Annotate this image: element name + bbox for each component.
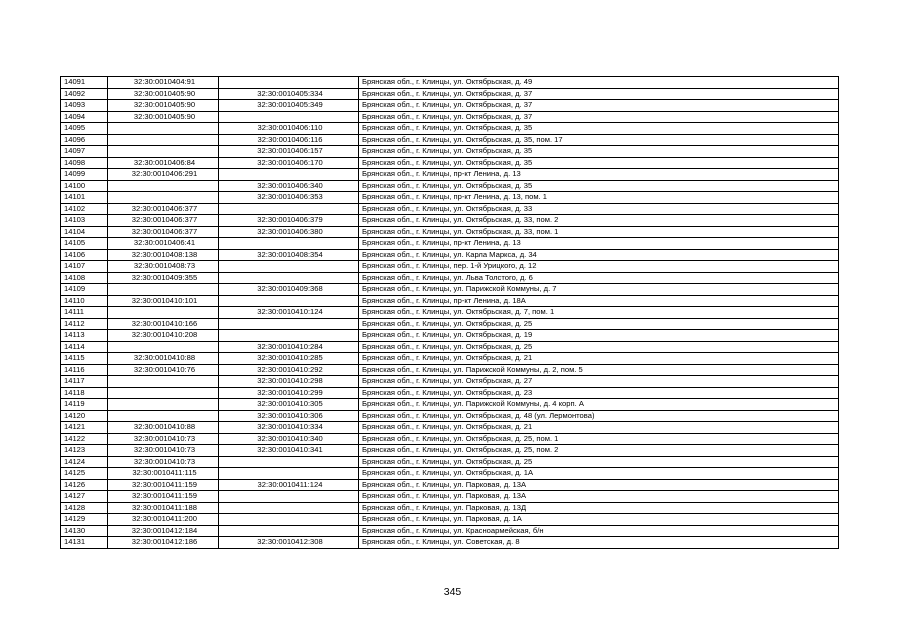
- address-cell: Брянская обл., г. Клинцы, ул. Октябрьская, д. 37: [359, 88, 839, 100]
- address-cell: Брянская обл., г. Клинцы, ул. Октябрьская, д. 33, пом. 2: [359, 215, 839, 227]
- table-row: [61, 100, 839, 112]
- records-table-body: [61, 77, 839, 549]
- row-number-cell: 14105: [61, 238, 108, 250]
- cadastral-number-cell: 32:30:0010410:88: [108, 422, 219, 434]
- row-number-cell: 14104: [61, 226, 108, 238]
- table-row: [61, 157, 839, 169]
- table-row: [61, 215, 839, 227]
- linked-cadastral-number-cell: [219, 456, 359, 468]
- linked-cadastral-number-cell: 32:30:0010410:305: [219, 399, 359, 411]
- table-row: [61, 502, 839, 514]
- linked-cadastral-number-cell: [219, 272, 359, 284]
- linked-cadastral-number-cell: 32:30:0010410:124: [219, 307, 359, 319]
- cadastral-number-cell: 32:30:0010410:166: [108, 318, 219, 330]
- table-row: [61, 249, 839, 261]
- row-number-cell: 14122: [61, 433, 108, 445]
- linked-cadastral-number-cell: 32:30:0010410:334: [219, 422, 359, 434]
- linked-cadastral-number-cell: [219, 318, 359, 330]
- row-number-cell: 14115: [61, 353, 108, 365]
- linked-cadastral-number-cell: 32:30:0010410:284: [219, 341, 359, 353]
- table-row: [61, 376, 839, 388]
- cadastral-number-cell: [108, 399, 219, 411]
- address-cell: Брянская обл., г. Клинцы, ул. Октябрьская, д. 48 (ул. Лермонтова): [359, 410, 839, 422]
- table-row: [61, 399, 839, 411]
- linked-cadastral-number-cell: 32:30:0010411:124: [219, 479, 359, 491]
- cadastral-number-cell: 32:30:0010406:377: [108, 203, 219, 215]
- address-cell: Брянская обл., г. Клинцы, ул. Октябрьская, д. 1А: [359, 468, 839, 480]
- table-row: [61, 525, 839, 537]
- row-number-cell: 14112: [61, 318, 108, 330]
- cadastral-number-cell: 32:30:0010411:159: [108, 479, 219, 491]
- address-cell: Брянская обл., г. Клинцы, ул. Октябрьская, д. 21: [359, 353, 839, 365]
- row-number-cell: 14111: [61, 307, 108, 319]
- address-cell: Брянская обл., г. Клинцы, ул. Октябрьская, д. 37: [359, 100, 839, 112]
- address-cell: Брянская обл., г. Клинцы, ул. Октябрьская, д. 25: [359, 318, 839, 330]
- table-row: [61, 77, 839, 89]
- cadastral-number-cell: [108, 376, 219, 388]
- row-number-cell: 14120: [61, 410, 108, 422]
- address-cell: Брянская обл., г. Клинцы, ул. Октябрьская, д. 7, пом. 1: [359, 307, 839, 319]
- linked-cadastral-number-cell: 32:30:0010409:368: [219, 284, 359, 296]
- row-number-cell: 14131: [61, 537, 108, 549]
- table-row: [61, 491, 839, 503]
- cadastral-number-cell: 32:30:0010408:138: [108, 249, 219, 261]
- table-row: [61, 88, 839, 100]
- table-row: [61, 146, 839, 158]
- linked-cadastral-number-cell: 32:30:0010412:308: [219, 537, 359, 549]
- table-row: [61, 180, 839, 192]
- linked-cadastral-number-cell: 32:30:0010410:341: [219, 445, 359, 457]
- linked-cadastral-number-cell: 32:30:0010405:349: [219, 100, 359, 112]
- row-number-cell: 14106: [61, 249, 108, 261]
- records-table: [60, 76, 839, 549]
- cadastral-number-cell: [108, 146, 219, 158]
- table-row: [61, 169, 839, 181]
- address-cell: Брянская обл., г. Клинцы, ул. Октябрьская, д. 25, пом. 1: [359, 433, 839, 445]
- row-number-cell: 14092: [61, 88, 108, 100]
- row-number-cell: 14129: [61, 514, 108, 526]
- linked-cadastral-number-cell: [219, 261, 359, 273]
- table-row: [61, 330, 839, 342]
- cadastral-number-cell: [108, 134, 219, 146]
- cadastral-number-cell: 32:30:0010404:91: [108, 77, 219, 89]
- row-number-cell: 14094: [61, 111, 108, 123]
- address-cell: Брянская обл., г. Клинцы, ул. Октябрьская, д. 27: [359, 376, 839, 388]
- cadastral-number-cell: 32:30:0010410:76: [108, 364, 219, 376]
- linked-cadastral-number-cell: 32:30:0010410:292: [219, 364, 359, 376]
- table-row: [61, 272, 839, 284]
- address-cell: Брянская обл., г. Клинцы, ул. Парковая, д. 1А: [359, 514, 839, 526]
- table-row: [61, 479, 839, 491]
- address-cell: Брянская обл., г. Клинцы, ул. Октябрьская, д. 21: [359, 422, 839, 434]
- table-row: [61, 307, 839, 319]
- row-number-cell: 14110: [61, 295, 108, 307]
- linked-cadastral-number-cell: 32:30:0010410:340: [219, 433, 359, 445]
- address-cell: Брянская обл., г. Клинцы, ул. Парижской Коммуны, д. 4 корп. А: [359, 399, 839, 411]
- cadastral-number-cell: [108, 341, 219, 353]
- table-row: [61, 537, 839, 549]
- linked-cadastral-number-cell: 32:30:0010406:116: [219, 134, 359, 146]
- address-cell: Брянская обл., г. Клинцы, ул. Октябрьская, д. 35: [359, 180, 839, 192]
- linked-cadastral-number-cell: 32:30:0010410:306: [219, 410, 359, 422]
- address-cell: Брянская обл., г. Клинцы, ул. Парковая, д. 13А: [359, 491, 839, 503]
- address-cell: Брянская обл., г. Клинцы, ул. Парковая, д. 13Д: [359, 502, 839, 514]
- row-number-cell: 14127: [61, 491, 108, 503]
- address-cell: Брянская обл., г. Клинцы, ул. Октябрьская, д. 25: [359, 456, 839, 468]
- row-number-cell: 14095: [61, 123, 108, 135]
- row-number-cell: 14093: [61, 100, 108, 112]
- linked-cadastral-number-cell: [219, 238, 359, 250]
- cadastral-number-cell: 32:30:0010409:355: [108, 272, 219, 284]
- linked-cadastral-number-cell: 32:30:0010406:110: [219, 123, 359, 135]
- cadastral-number-cell: 32:30:0010406:84: [108, 157, 219, 169]
- cadastral-number-cell: 32:30:0010412:184: [108, 525, 219, 537]
- row-number-cell: 14125: [61, 468, 108, 480]
- row-number-cell: 14116: [61, 364, 108, 376]
- table-row: [61, 261, 839, 273]
- cadastral-number-cell: 32:30:0010405:90: [108, 111, 219, 123]
- row-number-cell: 14097: [61, 146, 108, 158]
- table-row: [61, 226, 839, 238]
- cadastral-number-cell: [108, 180, 219, 192]
- address-cell: Брянская обл., г. Клинцы, ул. Октябрьская, д. 35: [359, 157, 839, 169]
- address-cell: Брянская обл., г. Клинцы, ул. Октябрьская, д. 19: [359, 330, 839, 342]
- cadastral-number-cell: [108, 123, 219, 135]
- linked-cadastral-number-cell: 32:30:0010406:353: [219, 192, 359, 204]
- table-row: [61, 341, 839, 353]
- linked-cadastral-number-cell: 32:30:0010410:299: [219, 387, 359, 399]
- linked-cadastral-number-cell: 32:30:0010408:354: [219, 249, 359, 261]
- cadastral-number-cell: [108, 284, 219, 296]
- cadastral-number-cell: [108, 410, 219, 422]
- table-row: [61, 203, 839, 215]
- row-number-cell: 14119: [61, 399, 108, 411]
- page-number: 345: [443, 586, 462, 598]
- address-cell: Брянская обл., г. Клинцы, пр-кт Ленина, д. 18А: [359, 295, 839, 307]
- cadastral-number-cell: 32:30:0010410:73: [108, 433, 219, 445]
- table-row: [61, 284, 839, 296]
- linked-cadastral-number-cell: 32:30:0010406:340: [219, 180, 359, 192]
- table-row: [61, 468, 839, 480]
- cadastral-number-cell: 32:30:0010405:90: [108, 100, 219, 112]
- row-number-cell: 14101: [61, 192, 108, 204]
- address-cell: Брянская обл., г. Клинцы, пр-кт Ленина, д. 13, пом. 1: [359, 192, 839, 204]
- linked-cadastral-number-cell: [219, 468, 359, 480]
- cadastral-number-cell: [108, 307, 219, 319]
- linked-cadastral-number-cell: [219, 491, 359, 503]
- linked-cadastral-number-cell: 32:30:0010405:334: [219, 88, 359, 100]
- row-number-cell: 14107: [61, 261, 108, 273]
- row-number-cell: 14109: [61, 284, 108, 296]
- address-cell: Брянская обл., г. Клинцы, ул. Парижской Коммуны, д. 2, пом. 5: [359, 364, 839, 376]
- address-cell: Брянская обл., г. Клинцы, ул. Октябрьская, д. 23: [359, 387, 839, 399]
- cadastral-number-cell: 32:30:0010410:73: [108, 456, 219, 468]
- cadastral-number-cell: 32:30:0010406:41: [108, 238, 219, 250]
- cadastral-number-cell: 32:30:0010406:377: [108, 215, 219, 227]
- linked-cadastral-number-cell: 32:30:0010406:379: [219, 215, 359, 227]
- table-row: [61, 422, 839, 434]
- cadastral-number-cell: 32:30:0010405:90: [108, 88, 219, 100]
- table-row: [61, 111, 839, 123]
- address-cell: Брянская обл., г. Клинцы, ул. Льва Толстого, д. 6: [359, 272, 839, 284]
- address-cell: Брянская обл., г. Клинцы, ул. Октябрьская, д. 35: [359, 146, 839, 158]
- row-number-cell: 14124: [61, 456, 108, 468]
- row-number-cell: 14102: [61, 203, 108, 215]
- linked-cadastral-number-cell: [219, 525, 359, 537]
- cadastral-number-cell: [108, 387, 219, 399]
- address-cell: Брянская обл., г. Клинцы, ул. Октябрьская, д. 33, пом. 1: [359, 226, 839, 238]
- linked-cadastral-number-cell: [219, 502, 359, 514]
- address-cell: Брянская обл., г. Клинцы, ул. Октябрьская, д. 33: [359, 203, 839, 215]
- address-cell: Брянская обл., г. Клинцы, ул. Парижской Коммуны, д. 7: [359, 284, 839, 296]
- address-cell: Брянская обл., г. Клинцы, ул. Октябрьская, д. 35: [359, 123, 839, 135]
- linked-cadastral-number-cell: [219, 330, 359, 342]
- address-cell: Брянская обл., г. Клинцы, пр-кт Ленина, д. 13: [359, 169, 839, 181]
- row-number-cell: 14100: [61, 180, 108, 192]
- cadastral-number-cell: 32:30:0010410:73: [108, 445, 219, 457]
- table-row: [61, 238, 839, 250]
- linked-cadastral-number-cell: [219, 514, 359, 526]
- row-number-cell: 14121: [61, 422, 108, 434]
- address-cell: Брянская обл., г. Клинцы, пер. 1-й Урицкого, д. 12: [359, 261, 839, 273]
- cadastral-number-cell: 32:30:0010410:208: [108, 330, 219, 342]
- cadastral-number-cell: 32:30:0010406:291: [108, 169, 219, 181]
- address-cell: Брянская обл., г. Клинцы, ул. Красноармейская, б/н: [359, 525, 839, 537]
- cadastral-number-cell: 32:30:0010411:200: [108, 514, 219, 526]
- table-row: [61, 318, 839, 330]
- row-number-cell: 14118: [61, 387, 108, 399]
- table-row: [61, 295, 839, 307]
- row-number-cell: 14096: [61, 134, 108, 146]
- address-cell: Брянская обл., г. Клинцы, ул. Карла Маркса, д. 34: [359, 249, 839, 261]
- linked-cadastral-number-cell: [219, 203, 359, 215]
- table-row: [61, 514, 839, 526]
- linked-cadastral-number-cell: [219, 169, 359, 181]
- cadastral-number-cell: 32:30:0010410:101: [108, 295, 219, 307]
- linked-cadastral-number-cell: 32:30:0010406:380: [219, 226, 359, 238]
- address-cell: Брянская обл., г. Клинцы, ул. Октябрьская, д. 35, пом. 17: [359, 134, 839, 146]
- linked-cadastral-number-cell: [219, 295, 359, 307]
- table-row: [61, 456, 839, 468]
- address-cell: Брянская обл., г. Клинцы, ул. Октябрьская, д. 25: [359, 341, 839, 353]
- row-number-cell: 14126: [61, 479, 108, 491]
- linked-cadastral-number-cell: [219, 111, 359, 123]
- address-cell: Брянская обл., г. Клинцы, ул. Октябрьская, д. 49: [359, 77, 839, 89]
- linked-cadastral-number-cell: [219, 77, 359, 89]
- row-number-cell: 14099: [61, 169, 108, 181]
- linked-cadastral-number-cell: 32:30:0010410:285: [219, 353, 359, 365]
- row-number-cell: 14128: [61, 502, 108, 514]
- table-row: [61, 387, 839, 399]
- table-row: [61, 353, 839, 365]
- table-row: [61, 123, 839, 135]
- row-number-cell: 14103: [61, 215, 108, 227]
- address-cell: Брянская обл., г. Клинцы, ул. Советская, д. 8: [359, 537, 839, 549]
- row-number-cell: 14098: [61, 157, 108, 169]
- table-row: [61, 364, 839, 376]
- row-number-cell: 14123: [61, 445, 108, 457]
- row-number-cell: 14114: [61, 341, 108, 353]
- address-cell: Брянская обл., г. Клинцы, ул. Парковая, д. 13А: [359, 479, 839, 491]
- cadastral-number-cell: 32:30:0010411:115: [108, 468, 219, 480]
- cadastral-number-cell: 32:30:0010406:377: [108, 226, 219, 238]
- cadastral-number-cell: 32:30:0010410:88: [108, 353, 219, 365]
- row-number-cell: 14113: [61, 330, 108, 342]
- table-row: [61, 192, 839, 204]
- cadastral-number-cell: 32:30:0010412:186: [108, 537, 219, 549]
- table-row: [61, 410, 839, 422]
- cadastral-number-cell: 32:30:0010411:159: [108, 491, 219, 503]
- row-number-cell: 14091: [61, 77, 108, 89]
- linked-cadastral-number-cell: 32:30:0010410:298: [219, 376, 359, 388]
- linked-cadastral-number-cell: 32:30:0010406:157: [219, 146, 359, 158]
- table-row: [61, 134, 839, 146]
- cadastral-number-cell: 32:30:0010411:188: [108, 502, 219, 514]
- row-number-cell: 14130: [61, 525, 108, 537]
- cadastral-number-cell: [108, 192, 219, 204]
- row-number-cell: 14108: [61, 272, 108, 284]
- linked-cadastral-number-cell: 32:30:0010406:170: [219, 157, 359, 169]
- address-cell: Брянская обл., г. Клинцы, ул. Октябрьская, д. 37: [359, 111, 839, 123]
- row-number-cell: 14117: [61, 376, 108, 388]
- table-row: [61, 445, 839, 457]
- table-row: [61, 433, 839, 445]
- address-cell: Брянская обл., г. Клинцы, ул. Октябрьская, д. 25, пом. 2: [359, 445, 839, 457]
- address-cell: Брянская обл., г. Клинцы, пр-кт Ленина, д. 13: [359, 238, 839, 250]
- cadastral-number-cell: 32:30:0010408:73: [108, 261, 219, 273]
